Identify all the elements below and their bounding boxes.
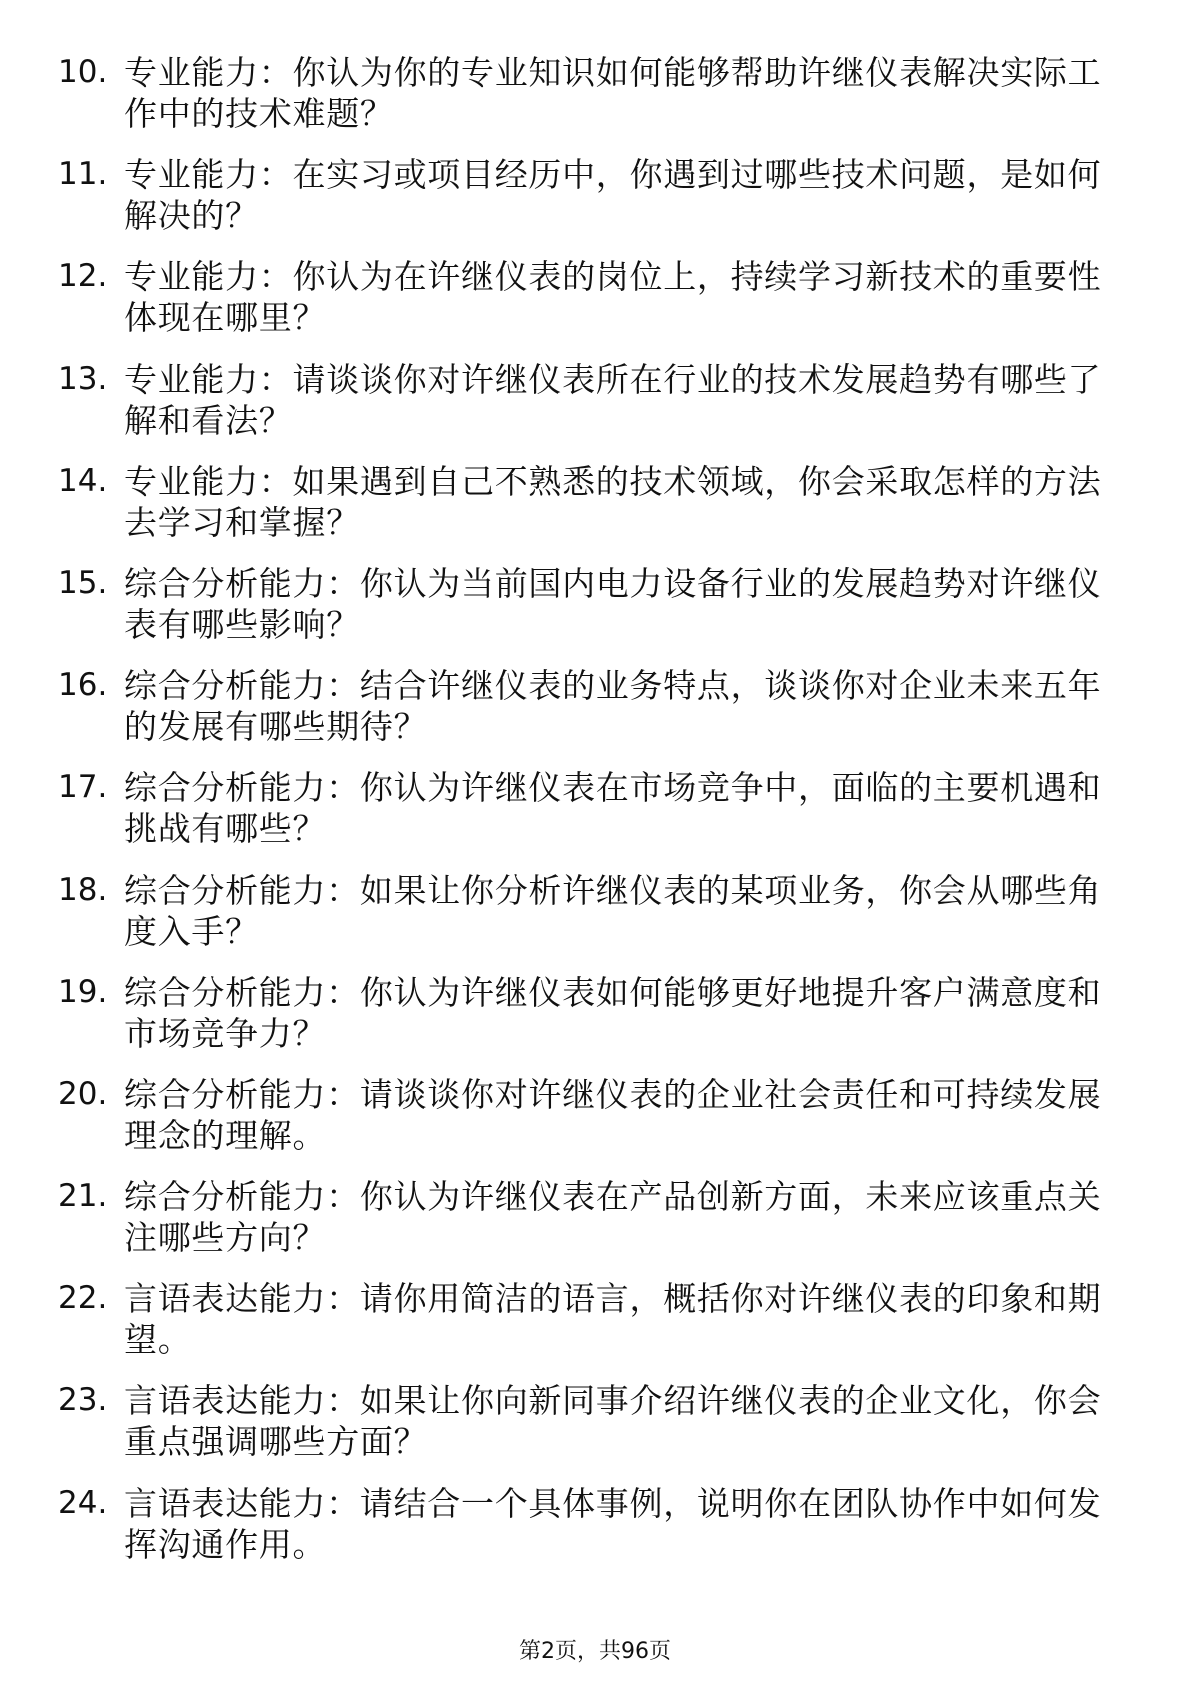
question-number: 23. bbox=[58, 1382, 108, 1419]
question-item-23 bbox=[58, 1380, 1128, 1462]
question-number: 21. bbox=[58, 1178, 108, 1215]
question-text: 综合分析能力：你认为许继仪表在市场竞争中，面临的主要机遇和挑战有哪些？ bbox=[124, 768, 1102, 849]
question-text: 综合分析能力：如果让你分析许继仪表的某项业务，你会从哪些角度入手？ bbox=[124, 870, 1102, 951]
question-item-17 bbox=[58, 767, 1128, 849]
question-number: 22. bbox=[58, 1280, 108, 1317]
question-text: 专业能力：你认为你的专业知识如何能够帮助许继仪表解决实际工作中的技术难题？ bbox=[124, 53, 1102, 133]
question-text: 言语表达能力：请你用简洁的语言，概括你对许继仪表的印象和期望。 bbox=[124, 1279, 1102, 1360]
question-number: 15. bbox=[58, 564, 108, 601]
question-item-16 bbox=[58, 665, 1128, 747]
question-text: 言语表达能力：请结合一个具体事例，说明你在团队协作中如何发挥沟通作用。 bbox=[124, 1483, 1102, 1564]
question-text: 综合分析能力：你认为当前国内电力设备行业的发展趋势对许继仪表有哪些影响？ bbox=[124, 563, 1102, 644]
question-item-15 bbox=[58, 563, 1128, 645]
question-text: 专业能力：在实习或项目经历中，你遇到过哪些技术问题，是如何解决的？ bbox=[124, 155, 1102, 236]
question-number: 24. bbox=[58, 1484, 108, 1521]
question-text: 综合分析能力：请谈谈你对许继仪表的企业社会责任和可持续发展理念的理解。 bbox=[124, 1074, 1102, 1155]
page-indicator: 第2页，共96页 bbox=[519, 1639, 671, 1664]
question-item-20 bbox=[58, 1074, 1128, 1156]
question-item-22 bbox=[58, 1278, 1128, 1360]
question-number: 12. bbox=[58, 258, 108, 295]
question-number: 17. bbox=[58, 769, 108, 806]
question-number: 11. bbox=[58, 156, 108, 193]
question-text: 综合分析能力：结合许继仪表的业务特点，谈谈你对企业未来五年的发展有哪些期待？ bbox=[124, 666, 1102, 747]
question-item-18 bbox=[58, 870, 1128, 952]
question-number: 16. bbox=[58, 667, 108, 704]
question-item-10 bbox=[58, 52, 1128, 134]
question-text: 言语表达能力：如果让你向新同事介绍许继仪表的企业文化，你会重点强调哪些方面？ bbox=[124, 1381, 1102, 1462]
question-text: 专业能力：请谈谈你对许继仪表所在行业的技术发展趋势有哪些了解和看法？ bbox=[124, 359, 1102, 440]
question-text: 综合分析能力：你认为许继仪表在产品创新方面，未来应该重点关注哪些方向？ bbox=[124, 1177, 1102, 1258]
question-item-13 bbox=[58, 359, 1128, 441]
question-number: 20. bbox=[58, 1075, 108, 1112]
question-item-12 bbox=[58, 256, 1128, 338]
question-item-14 bbox=[58, 461, 1128, 543]
question-number: 19. bbox=[58, 973, 108, 1010]
question-list bbox=[58, 52, 1128, 1585]
question-number: 13. bbox=[58, 360, 108, 397]
question-item-11 bbox=[58, 154, 1128, 236]
question-text: 专业能力：如果遇到自己不熟悉的技术领域，你会采取怎样的方法去学习和掌握？ bbox=[124, 461, 1102, 542]
question-number: 14. bbox=[58, 462, 108, 499]
question-item-21 bbox=[58, 1176, 1128, 1258]
question-item-24 bbox=[58, 1483, 1128, 1565]
question-number: 10. bbox=[58, 54, 108, 90]
question-text: 专业能力：你认为在许继仪表的岗位上，持续学习新技术的重要性体现在哪里？ bbox=[124, 257, 1102, 338]
question-text: 综合分析能力：你认为许继仪表如何能够更好地提升客户满意度和市场竞争力？ bbox=[124, 972, 1102, 1053]
question-number: 18. bbox=[58, 871, 108, 908]
question-item-19 bbox=[58, 972, 1128, 1054]
